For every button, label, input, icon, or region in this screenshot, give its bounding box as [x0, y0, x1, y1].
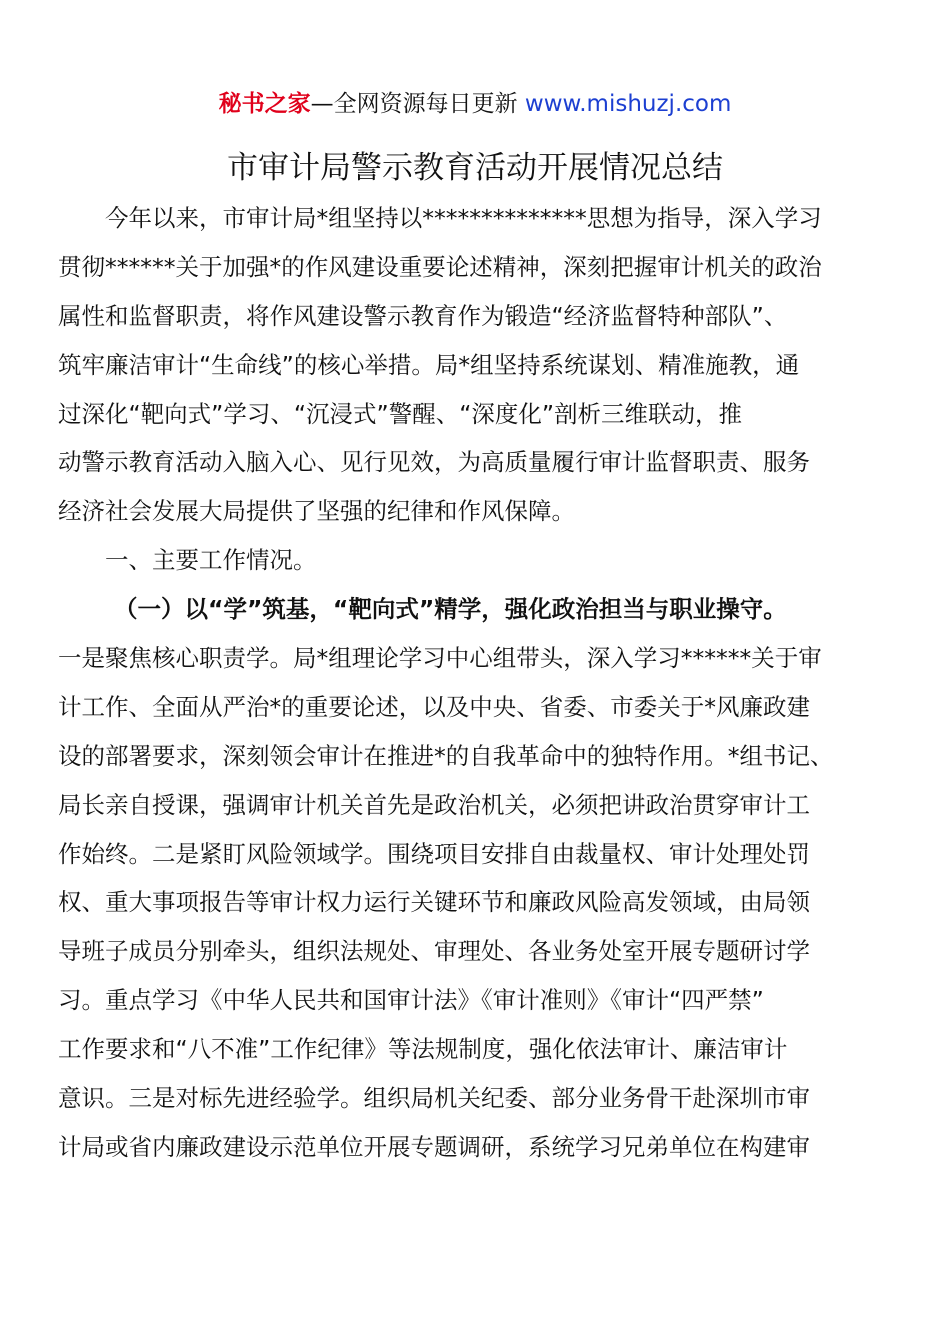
paragraph-line: 计工作、全面从严治*的重要论述，以及中央、省委、市委关于*风廉政建 — [58, 692, 810, 721]
paragraph-line: 今年以来，市审计局*组坚持以**************思想为指导，深入学习 — [105, 204, 822, 232]
banner-brand: 秘书之家 — [218, 91, 311, 117]
paragraph-line: 筑牢廉洁审计“生命线”的核心举措。局*组坚持系统谋划、精准施教，通 — [58, 350, 800, 379]
paragraph-line: 过深化“靶向式”学习、“沉浸式”警醒、“深度化”剖析三维联动，推 — [58, 399, 743, 428]
subsection-heading: （一）以“学”筑基，“靶向式”精学，强化政治担当与职业操守。 — [114, 595, 787, 624]
paragraph-line: 权、重大事项报告等审计权力运行关键环节和廉政风险高发领域，由局领 — [58, 888, 810, 917]
paragraph-line: 意识。三是对标先进经验学。组织局机关纪委、部分业务骨干赴深圳市审 — [58, 1084, 810, 1113]
document-body — [58, 194, 892, 1172]
paragraph-line: 习。重点学习《中华人民共和国审计法》《审计准则》《审计“四严禁” — [58, 986, 764, 1015]
paragraph-line: 工作要求和“八不准”工作纪律》等法规制度，强化依法审计、廉洁审计 — [58, 1035, 788, 1064]
paragraph-line: 作始终。二是紧盯风险领域学。围绕项目安排自由裁量权、审计处理处罚 — [58, 839, 810, 868]
banner-slogan: —全网资源每日更新 — [310, 91, 525, 117]
paragraph-line: 一是聚焦核心职责学。局*组理论学习中心组带头，深入学习******关于审 — [58, 644, 822, 673]
paragraph-line: 计局或省内廉政建设示范单位开展专题调研，系统学习兄弟单位在构建审 — [58, 1132, 810, 1161]
banner-url: www.mishuzj.com — [524, 91, 732, 117]
document-title: 市审计局警示教育活动开展情况总结 — [227, 150, 723, 186]
site-banner — [0, 86, 950, 122]
paragraph-line: 经济社会发展大局提供了坚强的纪律和作风保障。 — [58, 497, 575, 526]
paragraph-line: 导班子成员分别牵头，组织法规处、审理处、各业务处室开展专题研讨学 — [58, 937, 810, 966]
paragraph-line: 贯彻******关于加强*的作风建设重要论述精神，深刻把握审计机关的政治 — [58, 252, 822, 281]
paragraph-line: 属性和监督职责，将作风建设警示教育作为锻造“经济监督特种部队”、 — [58, 301, 788, 330]
paragraph-line: 设的部署要求，深刻领会审计在推进*的自我革命中的独特作用。*组书记、 — [58, 741, 834, 770]
section-heading: 一、主要工作情况。 — [105, 546, 317, 575]
paragraph-line: 局长亲自授课，强调审计机关首先是政治机关，必须把讲政治贯穿审计工 — [58, 790, 810, 819]
paragraph-line: 动警示教育活动入脑入心、见行见效，为高质量履行审计监督职责、服务 — [58, 448, 810, 477]
